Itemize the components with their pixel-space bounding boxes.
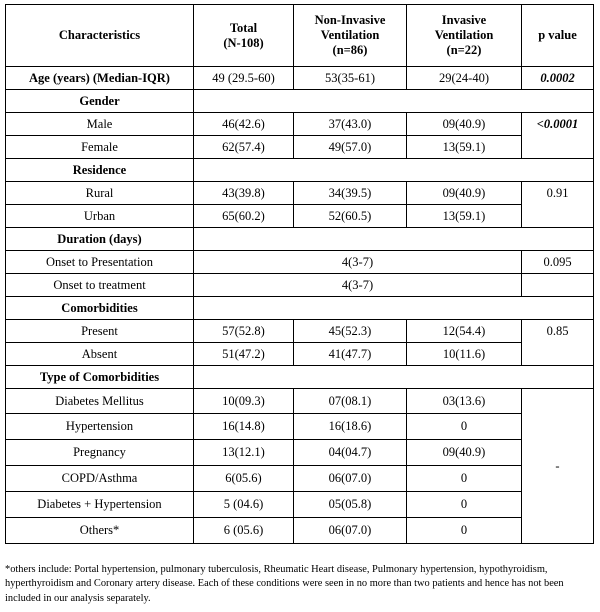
rural-niv: 34(39.5) bbox=[294, 182, 407, 205]
section-comorbidities bbox=[6, 297, 594, 320]
male-total: 46(42.6) bbox=[194, 113, 294, 136]
table-row-dm-htn bbox=[6, 492, 594, 518]
table-row-hypertension bbox=[6, 414, 594, 440]
rural-total: 43(39.8) bbox=[194, 182, 294, 205]
pregnancy-label: Pregnancy bbox=[6, 440, 194, 466]
copd-niv: 06(07.0) bbox=[294, 466, 407, 492]
urban-total: 65(60.2) bbox=[194, 205, 294, 228]
present-niv: 45(52.3) bbox=[294, 320, 407, 343]
header-niv-line1: Non-Invasive bbox=[314, 13, 386, 27]
comorbidities-title-filler bbox=[194, 297, 594, 320]
age-total: 49 (29.5-60) bbox=[194, 67, 294, 90]
others-niv: 06(07.0) bbox=[294, 518, 407, 544]
duration-title: Duration (days) bbox=[6, 228, 194, 251]
header-p-value: p value bbox=[522, 5, 594, 67]
header-niv-line2: Ventilation bbox=[320, 28, 380, 42]
table-row-diabetes bbox=[6, 389, 594, 414]
gender-p-value: <0.0001 bbox=[522, 113, 594, 159]
characteristics-table bbox=[5, 4, 594, 544]
residence-title: Residence bbox=[6, 159, 194, 182]
onset-treatment-value: 4(3-7) bbox=[194, 274, 522, 297]
urban-label: Urban bbox=[6, 205, 194, 228]
table-row-pregnancy bbox=[6, 440, 594, 466]
table-row-onset-presentation bbox=[6, 251, 594, 274]
header-total-n: (N-108) bbox=[223, 35, 264, 50]
pregnancy-iv: 09(40.9) bbox=[407, 440, 522, 466]
rural-label: Rural bbox=[6, 182, 194, 205]
urban-niv: 52(60.5) bbox=[294, 205, 407, 228]
header-niv-n: (n=86) bbox=[332, 43, 368, 57]
male-label: Male bbox=[6, 113, 194, 136]
section-duration bbox=[6, 228, 594, 251]
diabetes-niv: 07(08.1) bbox=[294, 389, 407, 414]
table-row-female bbox=[6, 136, 594, 159]
comorbidities-p-value: 0.85 bbox=[522, 320, 594, 366]
section-residence bbox=[6, 159, 594, 182]
onset-treatment-p-empty bbox=[522, 274, 594, 297]
footnote: *others include: Portal hypertension, pulmonary tuberculosis, Rheumatic Heart disease, Pulmonary hypertension, hypothyroidism, hyperthyroidism and Coronary artery disease. Each of these conditions were seen in no more than two patients and hence has not been included in our analysis separately. bbox=[5, 564, 564, 604]
residence-title-filler bbox=[194, 159, 594, 182]
hypertension-iv: 0 bbox=[407, 414, 522, 440]
female-niv: 49(57.0) bbox=[294, 136, 407, 159]
male-iv: 09(40.9) bbox=[407, 113, 522, 136]
absent-iv: 10(11.6) bbox=[407, 343, 522, 366]
hypertension-label: Hypertension bbox=[6, 414, 194, 440]
gender-title-filler bbox=[194, 90, 594, 113]
present-total: 57(52.8) bbox=[194, 320, 294, 343]
residence-p-value: 0.91 bbox=[522, 182, 594, 228]
others-total: 6 (05.6) bbox=[194, 518, 294, 544]
diabetes-label: Diabetes Mellitus bbox=[6, 389, 194, 414]
dm-htn-total: 5 (04.6) bbox=[194, 492, 294, 518]
types-title: Type of Comorbidities bbox=[6, 366, 194, 389]
absent-label: Absent bbox=[6, 343, 194, 366]
present-iv: 12(54.4) bbox=[407, 320, 522, 343]
pregnancy-niv: 04(04.7) bbox=[294, 440, 407, 466]
copd-total: 6(05.6) bbox=[194, 466, 294, 492]
table-row-urban bbox=[6, 205, 594, 228]
section-types bbox=[6, 366, 594, 389]
header-iv-line1: Invasive bbox=[441, 13, 487, 27]
gender-title: Gender bbox=[6, 90, 194, 113]
onset-presentation-value: 4(3-7) bbox=[194, 251, 522, 274]
copd-iv: 0 bbox=[407, 466, 522, 492]
rural-iv: 09(40.9) bbox=[407, 182, 522, 205]
header-iv-n: (n=22) bbox=[446, 43, 482, 57]
age-iv: 29(24-40) bbox=[407, 67, 522, 90]
dm-htn-iv: 0 bbox=[407, 492, 522, 518]
hypertension-total: 16(14.8) bbox=[194, 414, 294, 440]
table-row-male bbox=[6, 113, 594, 136]
male-niv: 37(43.0) bbox=[294, 113, 407, 136]
age-niv: 53(35-61) bbox=[294, 67, 407, 90]
present-label: Present bbox=[6, 320, 194, 343]
absent-total: 51(47.2) bbox=[194, 343, 294, 366]
absent-niv: 41(47.7) bbox=[294, 343, 407, 366]
table-row-copd bbox=[6, 466, 594, 492]
diabetes-iv: 03(13.6) bbox=[407, 389, 522, 414]
copd-label: COPD/Asthma bbox=[6, 466, 194, 492]
onset-presentation-p-value: 0.095 bbox=[522, 251, 594, 274]
age-p-value: 0.0002 bbox=[522, 67, 594, 90]
dm-htn-label: Diabetes + Hypertension bbox=[6, 492, 194, 518]
header-total bbox=[194, 5, 294, 67]
female-label: Female bbox=[6, 136, 194, 159]
female-iv: 13(59.1) bbox=[407, 136, 522, 159]
header-row bbox=[6, 5, 594, 67]
header-characteristics: Characteristics bbox=[6, 5, 194, 67]
hypertension-niv: 16(18.6) bbox=[294, 414, 407, 440]
header-invasive bbox=[407, 5, 522, 67]
age-label: Age (years) (Median-IQR) bbox=[6, 67, 194, 90]
diabetes-total: 10(09.3) bbox=[194, 389, 294, 414]
header-iv-line2: Ventilation bbox=[434, 28, 494, 42]
table-row-absent bbox=[6, 343, 594, 366]
onset-treatment-label: Onset to treatment bbox=[6, 274, 194, 297]
section-gender bbox=[6, 90, 594, 113]
others-label: Others* bbox=[6, 518, 194, 544]
female-total: 62(57.4) bbox=[194, 136, 294, 159]
table-row-age bbox=[6, 67, 594, 90]
types-p-value: - bbox=[522, 389, 594, 544]
types-title-filler bbox=[194, 366, 594, 389]
table-row-onset-treatment bbox=[6, 274, 594, 297]
dm-htn-niv: 05(05.8) bbox=[294, 492, 407, 518]
onset-presentation-label: Onset to Presentation bbox=[6, 251, 194, 274]
header-non-invasive bbox=[294, 5, 407, 67]
table-row-present bbox=[6, 320, 594, 343]
others-iv: 0 bbox=[407, 518, 522, 544]
table-row-rural bbox=[6, 182, 594, 205]
urban-iv: 13(59.1) bbox=[407, 205, 522, 228]
header-total-label: Total bbox=[229, 20, 258, 35]
table-row-others bbox=[6, 518, 594, 544]
comorbidities-title: Comorbidities bbox=[6, 297, 194, 320]
pregnancy-total: 13(12.1) bbox=[194, 440, 294, 466]
duration-title-filler bbox=[194, 228, 594, 251]
